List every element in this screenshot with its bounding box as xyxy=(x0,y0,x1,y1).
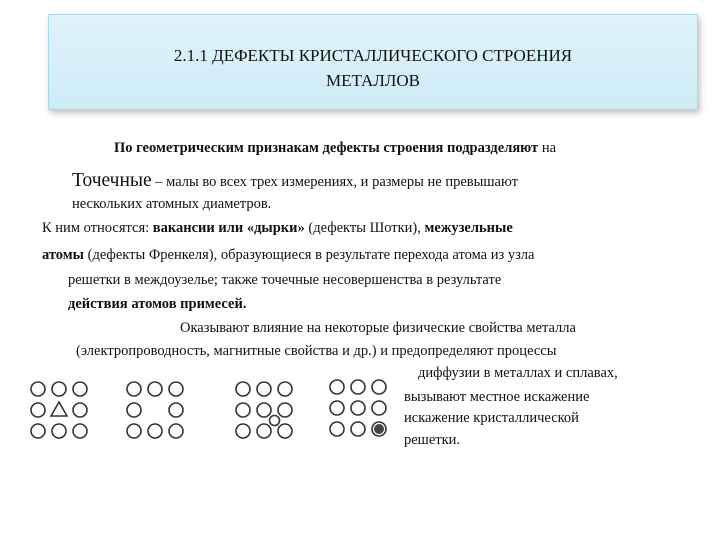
influence-line3: диффузии в металлах и сплавах, xyxy=(418,365,618,381)
atom-circle xyxy=(73,382,87,396)
includes-line3: решетки в междоузелье; также точечные несовершенства в результате xyxy=(68,272,502,288)
atom-circle xyxy=(31,403,45,417)
atom-circle xyxy=(351,380,365,394)
lattice-vacancy-diagram xyxy=(124,379,192,447)
atom-circle xyxy=(236,403,250,417)
atom-circle xyxy=(127,424,141,438)
atom-circle xyxy=(351,401,365,415)
lattice-interstitial-svg xyxy=(233,379,301,447)
atom-circle xyxy=(236,382,250,396)
lattice-interstitial-diagram xyxy=(233,379,301,447)
atom-circle xyxy=(257,424,271,438)
atom-circle xyxy=(236,424,250,438)
page-title-line1: 2.1.1 ДЕФЕКТЫ КРИСТАЛЛИЧЕСКОГО СТРОЕНИЯ xyxy=(173,46,573,65)
intro-bold: По геометрическим признакам дефекты строения подразделяют xyxy=(114,140,539,156)
atom-circle xyxy=(257,403,271,417)
atom-circle xyxy=(278,424,292,438)
atom-circle xyxy=(351,422,365,436)
atom-circle xyxy=(52,424,66,438)
includes-line4 xyxy=(68,296,246,313)
interstitial-atom xyxy=(270,416,280,426)
lattice-perfect-svg xyxy=(28,379,96,447)
atom-circle xyxy=(169,424,183,438)
triangle-atom xyxy=(51,402,67,416)
includes-l1a: К ним относятся: xyxy=(42,220,153,236)
includes-line1 xyxy=(42,220,513,237)
influence-line1: Оказывают влияние на некоторые физические свойства металла xyxy=(180,320,576,336)
atom-circle xyxy=(73,403,87,417)
impurity-atom xyxy=(374,424,384,434)
atom-circle xyxy=(330,380,344,394)
atom-circle xyxy=(127,382,141,396)
includes-l1c: (дефекты Шотки), xyxy=(304,220,425,236)
title-banner xyxy=(48,14,698,110)
atom-circle xyxy=(148,424,162,438)
influence-line6: решетки. xyxy=(404,432,461,448)
includes-l4: действия атомов примесей. xyxy=(68,296,247,312)
atom-circle xyxy=(330,401,344,415)
atom-circle xyxy=(278,382,292,396)
includes-l1b: вакансии или «дырки» xyxy=(152,220,305,236)
page-title-line2: МЕТАЛЛОВ xyxy=(326,71,420,90)
atom-circle xyxy=(52,382,66,396)
atom-circle xyxy=(257,382,271,396)
atom-circle xyxy=(330,422,344,436)
atom-circle xyxy=(31,382,45,396)
includes-line2 xyxy=(42,247,534,264)
includes-l2b: (дефекты Френкеля), образующиеся в результате перехода атома из узла xyxy=(83,247,535,263)
atom-circle xyxy=(278,403,292,417)
atom-circle xyxy=(127,403,141,417)
lattice-impurity-diagram xyxy=(327,377,395,445)
atom-circle xyxy=(148,382,162,396)
intro-line xyxy=(114,140,556,157)
point-defects-term: Точечные xyxy=(72,170,152,191)
atom-circle xyxy=(169,382,183,396)
influence-line2: (электропроводность, магнитные свойства и др.) и предопределяют процессы xyxy=(76,343,557,359)
influence-line5: искажение кристаллической xyxy=(404,410,579,426)
lattice-perfect-diagram xyxy=(28,379,96,447)
includes-l1d: межузельные xyxy=(424,220,513,236)
point-defects-line2: нескольких атомных диаметров. xyxy=(72,196,272,212)
atom-circle xyxy=(372,401,386,415)
influence-line4: вызывают местное искажение xyxy=(404,389,590,405)
lattice-impurity-svg xyxy=(327,377,395,445)
point-defects-def1: – малы во всех трех измерениях, и размеры не превышают xyxy=(151,174,518,190)
includes-l2a: атомы xyxy=(42,247,84,263)
atom-circle xyxy=(31,424,45,438)
atom-circle xyxy=(372,380,386,394)
lattice-vacancy-svg xyxy=(124,379,192,447)
point-defects-line1 xyxy=(72,170,518,192)
atom-circle xyxy=(73,424,87,438)
intro-normal: на xyxy=(538,140,557,156)
atom-circle xyxy=(169,403,183,417)
